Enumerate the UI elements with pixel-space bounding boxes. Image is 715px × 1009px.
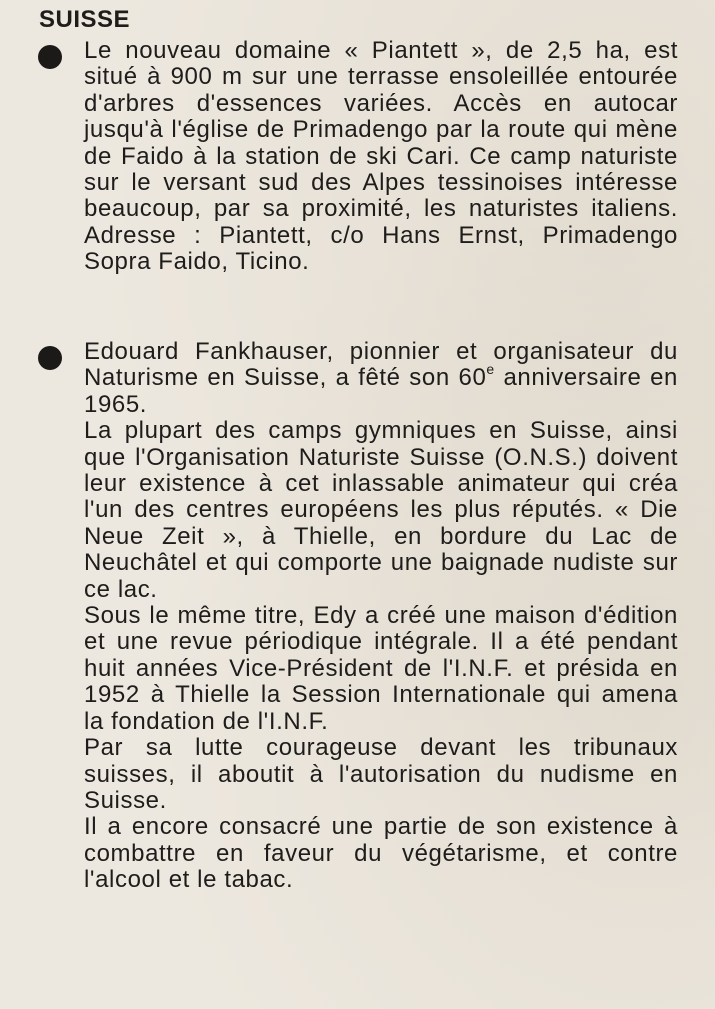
item-paragraphs	[84, 339, 678, 894]
ordinal-suffix: e	[486, 361, 495, 378]
news-item	[38, 38, 678, 276]
anniversary-text: anniversaire en 1965.	[84, 364, 678, 418]
item-paragraph: Sous le même titre, Edy a créé une maison d'édition et une revue périodique intégrale. Il a été pendant huit années Vice-Président de l'I.N.F. et présida en 1952 à Thielle la Session Internationale qui amena la fondation de l'I.N.F.	[84, 602, 678, 735]
item-paragraph: Il a encore consacré une partie de son existence à combattre en faveur du végétarisme, et contre l'alcool et le tabac.	[84, 813, 678, 894]
item-paragraph	[84, 339, 678, 418]
anniversary-number: 60	[458, 364, 487, 392]
item-paragraph: Par sa lutte courageuse devant les tribunaux suisses, il aboutit à l'autorisation du nudisme en Suisse.	[84, 734, 678, 814]
bullet-dot	[38, 346, 62, 370]
bullet-dot	[38, 45, 62, 69]
news-item	[38, 339, 678, 894]
section-heading: SUISSE	[39, 6, 131, 33]
item-paragraph-text: Edouard Fankhauser, pionnier et organisateur du Naturisme en Suisse, a fêté son	[84, 338, 678, 392]
item-paragraph: Le nouveau domaine « Piantett », de 2,5 ha, est situé à 900 m sur une terrasse ensoleillée entourée d'arbres d'essences variées. Accès en autocar jusqu'à l'église de Primadengo par la route qui mène de Faido à la station de ski Cari. Ce camp naturiste sur le versant sud des Alpes tessinoises intéresse beaucoup, par sa proximité, les naturistes italiens. Adresse : Piantett, c/o Hans Ernst, Primadengo Sopra Faido, Ticino.	[84, 37, 678, 276]
item-paragraph: La plupart des camps gymniques en Suisse, ainsi que l'Organisation Naturiste Suisse (O.N.S.) doivent leur existence à cet inlassable animateur qui créa l'un des centres européens les plus réputés. « Die Neue Zeit », à Thielle, en bordure du Lac de Neuchâtel et qui comporte une baignade nudiste sur ce lac.	[84, 417, 678, 603]
